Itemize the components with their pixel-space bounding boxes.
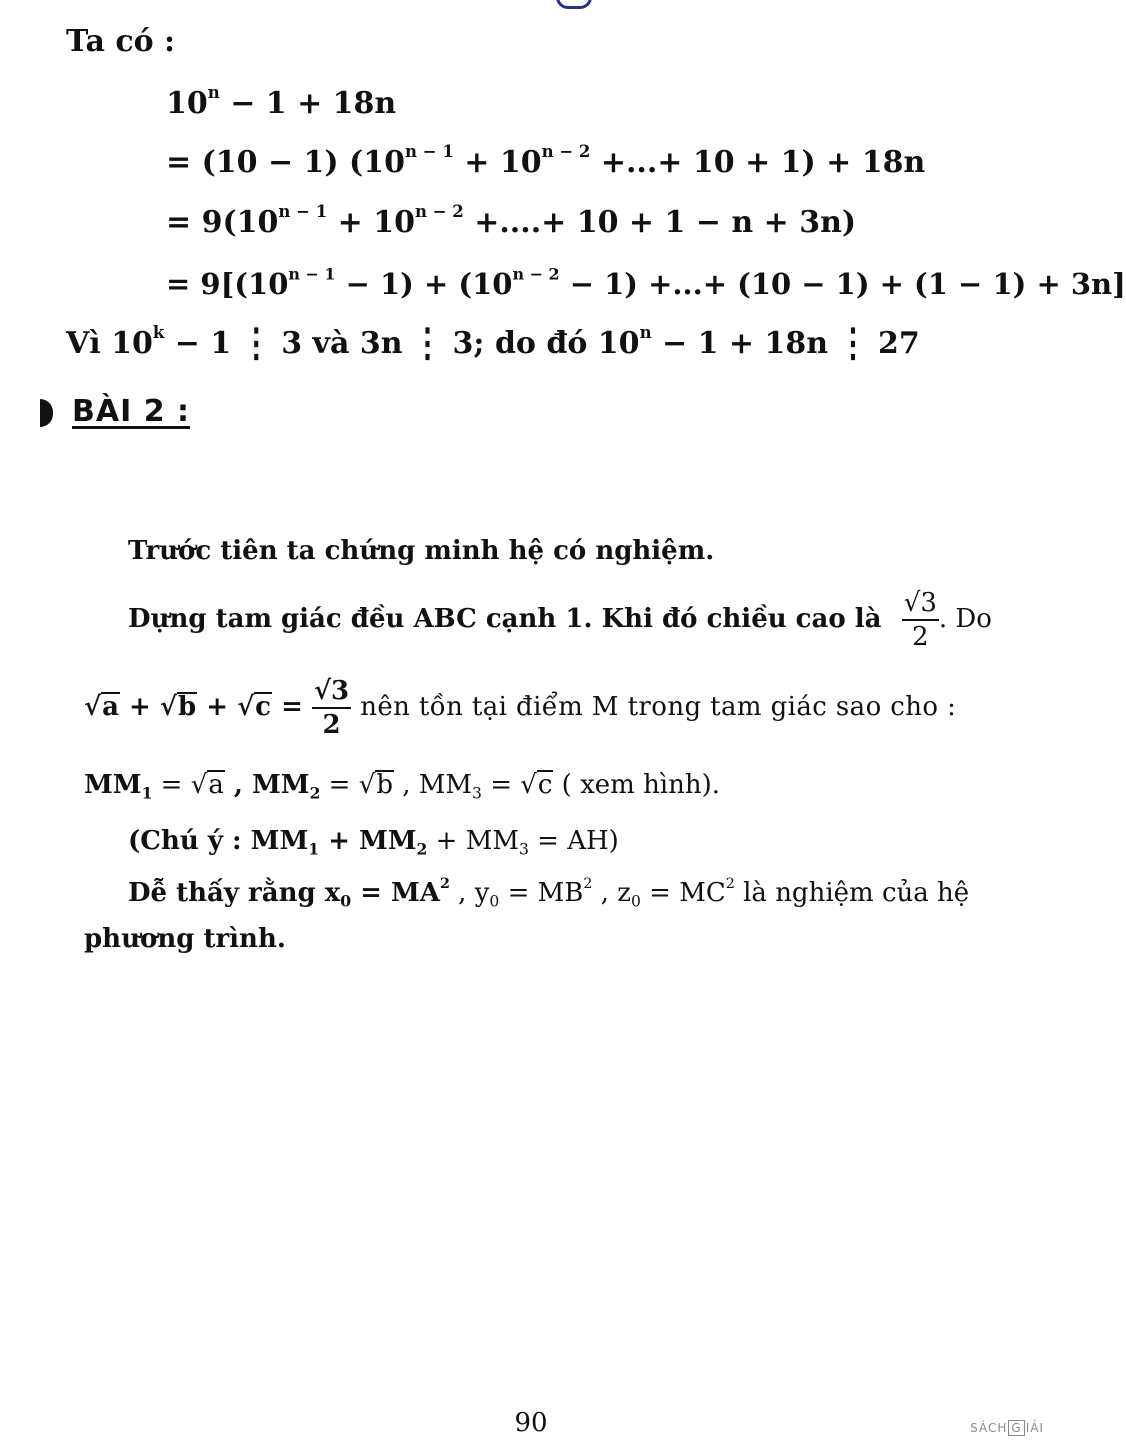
- p5-b: + MM: [319, 826, 417, 856]
- p2-text: Dựng tam giác đều ABC cạnh 1. Khi đó chiều cao là: [128, 604, 882, 634]
- sub-2: 2: [309, 783, 321, 803]
- sub-3: 3: [472, 784, 482, 803]
- intro-text: Ta có :: [66, 24, 176, 59]
- eq2-a: = (10 − 1) (10: [166, 145, 406, 180]
- sqrt-sign: √: [358, 770, 376, 800]
- radicand-a: a: [208, 770, 224, 800]
- fraction-sqrt3-over-2: [312, 678, 351, 738]
- p6-f: = MC: [640, 878, 726, 908]
- divisible-symbol: ⋮: [241, 320, 272, 367]
- sub-3: 3: [518, 840, 529, 859]
- sub-1: 1: [141, 783, 153, 803]
- sqrt-sign: √: [84, 692, 102, 722]
- exp-2: 2: [439, 876, 450, 893]
- p6-d: = MB: [499, 878, 584, 908]
- eq-sign: =: [320, 770, 359, 800]
- eq-sign: =: [152, 770, 191, 800]
- p6-g: là nghiệm của hệ: [734, 878, 970, 908]
- sub-0: 0: [489, 892, 500, 911]
- sub-0: 0: [630, 892, 641, 911]
- concl-c: 3 và 3n: [281, 326, 403, 361]
- watermark-box: G: [1008, 1420, 1024, 1436]
- intro-line: [66, 24, 175, 59]
- p5-a: (Chú ý : MM: [128, 826, 309, 856]
- sqrt-sign: √: [520, 770, 537, 800]
- eq4-exp-a: n − 1: [288, 264, 336, 284]
- conclusion-line: [66, 320, 920, 367]
- sqrt-c: [237, 692, 272, 722]
- watermark-left: SÁCH: [970, 1421, 1008, 1435]
- sqrt-b: [160, 692, 197, 722]
- concl-exp-n: n: [639, 323, 652, 343]
- divisible-symbol: ⋮: [412, 320, 443, 367]
- exp-2: 2: [583, 876, 593, 893]
- paragraph-3: [84, 678, 956, 738]
- eq3-a: = 9(10: [166, 205, 279, 240]
- plus-sign: +: [206, 692, 229, 722]
- mm2-label: , MM: [224, 770, 310, 800]
- p6-c: , y: [449, 878, 490, 908]
- radicand-c: c: [255, 692, 272, 722]
- eq4-a: = 9[(10: [166, 267, 289, 301]
- eq2-exp-b: n − 2: [541, 142, 591, 162]
- p6-e: , z: [592, 878, 631, 908]
- paragraph-1: Trước tiên ta chứng minh hệ có nghiệm.: [128, 536, 715, 566]
- top-edge-mark: [556, 0, 592, 9]
- paragraph-7: phương trình.: [84, 924, 286, 954]
- eq4-c: − 1) +...+ (10 − 1) + (1 − 1) + 3n]: [559, 267, 1126, 301]
- eq-sign: =: [481, 770, 521, 800]
- equals-sign: =: [281, 692, 303, 722]
- watermark-right: IẢI: [1025, 1421, 1044, 1435]
- sqrt-sign: √: [190, 770, 208, 800]
- p3-rest: nên tồn tại điểm M trong tam giác sao cho :: [360, 692, 957, 722]
- sqrt-a: [84, 692, 120, 722]
- watermark-logo: [970, 1420, 1044, 1436]
- concl-b: − 1: [164, 326, 232, 361]
- eq2-c: +...+ 10 + 1) + 18n: [590, 145, 926, 180]
- sqrt-b: [359, 770, 394, 800]
- concl-exp-k: k: [152, 323, 165, 343]
- fraction-denominator: 2: [912, 622, 929, 652]
- sub-0: 0: [340, 891, 352, 911]
- p4-end: ( xem hình).: [553, 770, 721, 800]
- heading-bullet-icon: [40, 399, 53, 427]
- eq4-exp-b: n − 2: [512, 264, 560, 284]
- mm3-label: , MM: [393, 770, 473, 800]
- eq3-c: +....+ 10 + 1 − n + 3n): [463, 205, 857, 240]
- plus-sign: +: [129, 692, 151, 722]
- p5-c: + MM: [427, 826, 519, 856]
- eq1-b: − 1 + 18n: [219, 86, 397, 121]
- p6-a: Dễ thấy rằng x: [128, 878, 341, 908]
- equation-line-1: [166, 83, 397, 121]
- paragraph-6: [128, 876, 970, 911]
- equation-line-3: [166, 202, 857, 240]
- mm1-label: MM: [84, 770, 142, 800]
- radicand-b: b: [177, 692, 197, 722]
- sqrt-a: [191, 770, 225, 800]
- eq2-exp-a: n − 1: [405, 142, 454, 162]
- fraction-numerator: √3: [902, 590, 939, 621]
- section-heading: BÀI 2 :: [72, 394, 191, 429]
- paragraph-2: [128, 590, 1028, 650]
- eq3-exp-a: n − 1: [278, 202, 328, 222]
- eq3-exp-b: n − 2: [414, 202, 464, 222]
- radicand-c: c: [537, 770, 553, 800]
- eq1-a: 10: [166, 86, 208, 121]
- fraction-numerator: √3: [312, 678, 351, 709]
- sqrt-sign: √: [159, 692, 177, 722]
- paragraph-4: [84, 770, 721, 803]
- page-number: 90: [514, 1408, 548, 1438]
- sub-1: 1: [308, 839, 320, 859]
- eq4-b: − 1) + (10: [335, 267, 513, 301]
- eq2-b: + 10: [453, 145, 542, 180]
- exp-2: 2: [725, 876, 735, 893]
- sub-2: 2: [416, 839, 428, 859]
- p6-b: = MA: [351, 878, 440, 908]
- concl-f: 27: [878, 326, 920, 361]
- p5-d: = AH): [528, 826, 619, 856]
- divisible-symbol: ⋮: [838, 320, 869, 367]
- fraction-denominator: 2: [322, 710, 341, 740]
- concl-a: Vì 10: [66, 326, 153, 361]
- p2-end: . Do: [938, 604, 992, 634]
- fraction-sqrt3-over-2: [902, 590, 939, 650]
- eq3-b: + 10: [327, 205, 415, 240]
- eq1-exp: n: [207, 83, 220, 103]
- sqrt-sign: √: [237, 692, 255, 722]
- radicand-b: b: [376, 770, 393, 800]
- paragraph-5: [128, 826, 619, 859]
- concl-e: − 1 + 18n: [651, 326, 829, 361]
- radicand-a: a: [102, 692, 119, 722]
- sqrt-c: [520, 770, 553, 800]
- concl-d: 3; do đó 10: [452, 326, 640, 361]
- equation-line-2: [166, 142, 926, 180]
- equation-line-4: [166, 264, 1126, 301]
